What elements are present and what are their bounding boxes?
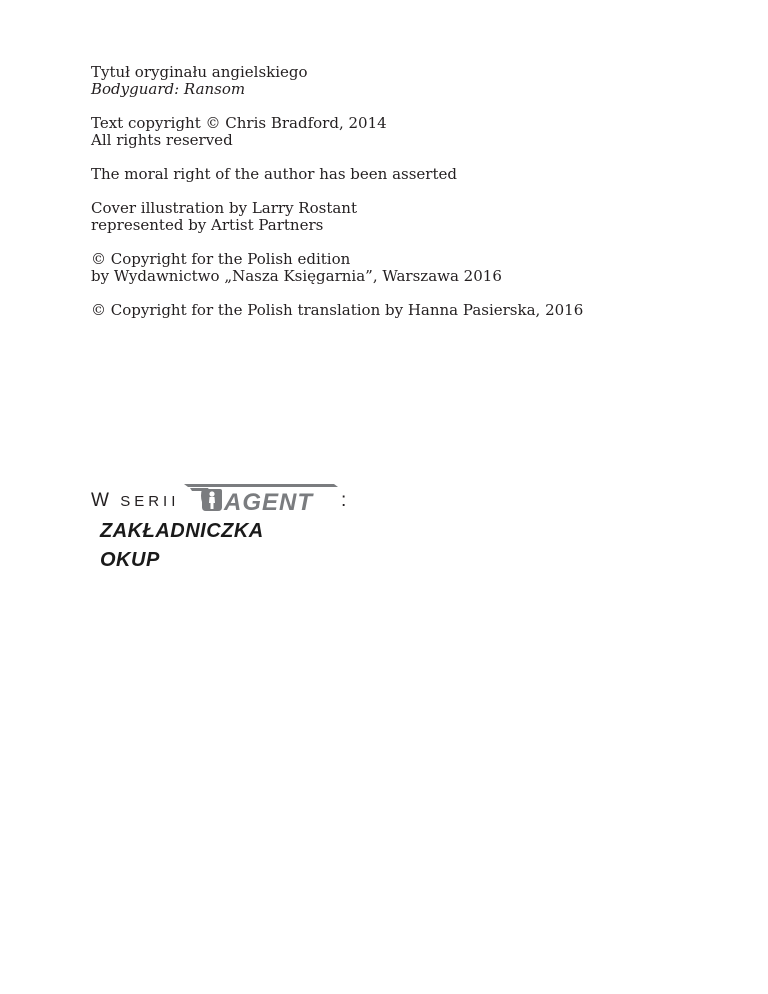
logo-figure-head (209, 491, 214, 496)
series-title-item: OKUP (100, 549, 160, 571)
series-titles-list (100, 520, 264, 578)
series-lead (91, 490, 179, 512)
cover-illustration-credit: Cover illustration by Larry Rostant (91, 199, 357, 217)
original-title-block (91, 64, 691, 98)
original-title-label: Tytuł oryginału angielskiego (91, 63, 308, 81)
logo-wing-shape (184, 484, 338, 487)
translation-copyright: © Copyright for the Polish translation by Hanna Pasierska, 2016 (91, 301, 584, 319)
logo-wordmark: AGENT (224, 489, 313, 516)
series-title-item: ZAKŁADNICZKA (100, 520, 264, 542)
series-heading (91, 478, 511, 518)
series-colon: : (341, 490, 347, 511)
polish-edition-block (91, 251, 691, 285)
copyright-imprint (91, 64, 691, 336)
moral-right: The moral right of the author has been asserted (91, 165, 457, 183)
agent-series-logo (184, 478, 434, 518)
original-title: Bodyguard: Ransom (91, 80, 246, 98)
cover-representation: represented by Artist Partners (91, 216, 324, 234)
text-copyright: Text copyright © Chris Bradford, 2014 (91, 114, 387, 132)
polish-edition-publisher: by Wydawnictwo „Nasza Księgarnia”, Warszawa 2016 (91, 267, 502, 285)
series-lead-rest: SERII (120, 493, 180, 510)
polish-edition-copyright: © Copyright for the Polish edition (91, 250, 351, 268)
text-copyright-block (91, 115, 691, 149)
series-lead-initial: W (91, 490, 112, 511)
rights-reserved: All rights reserved (91, 131, 233, 149)
cover-credit-block (91, 200, 691, 234)
